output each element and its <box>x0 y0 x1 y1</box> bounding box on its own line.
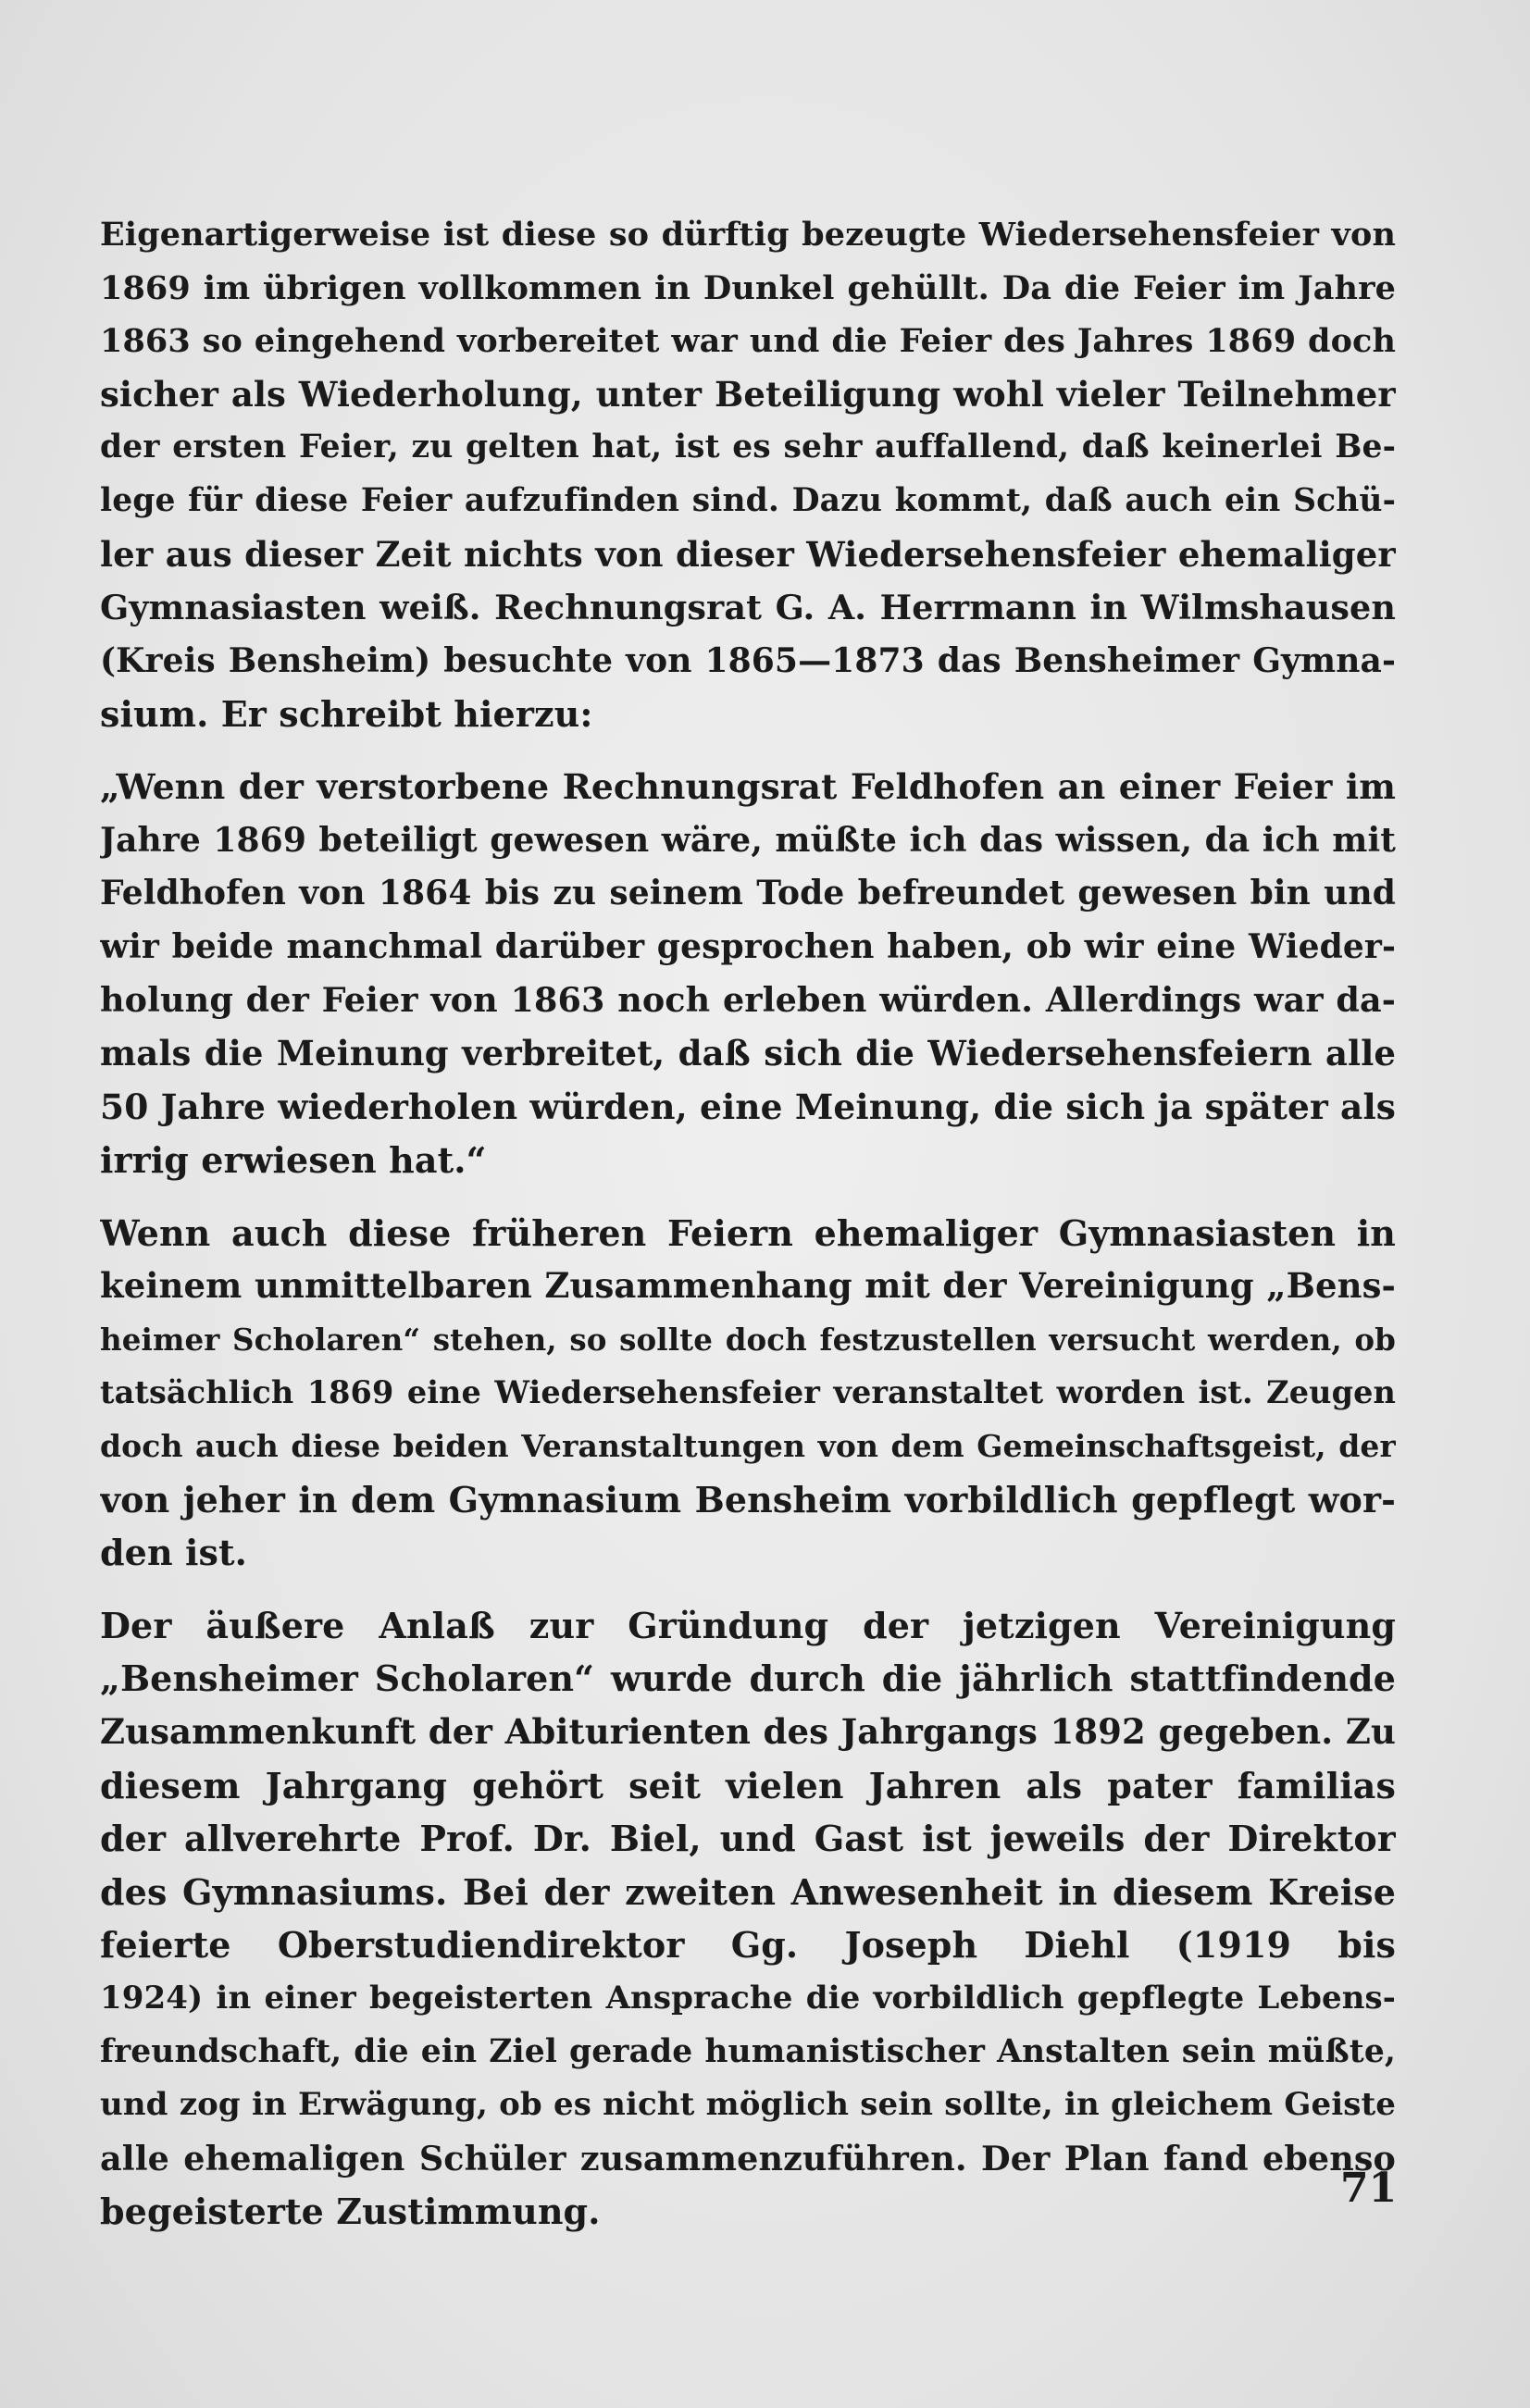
text-line: 1924) in einer begeisterten Ansprache die vorbildlich gepflegte Lebens- <box>100 1980 1396 2017</box>
text-line: (Kreis Bensheim) besuchte von 1865—1873 das Bensheimer Gymna- <box>100 640 1396 680</box>
text-line: der allverehrte Prof. Dr. Biel, und Gast ist jeweils der Direktor <box>100 1818 1396 1860</box>
text-line: wir beide manchmal darüber gesprochen haben, ob wir eine Wieder- <box>100 926 1396 966</box>
text-line: irrig erwiesen hat.“ <box>100 1139 487 1182</box>
text-line: ler aus dieser Zeit nichts von dieser Wiedersehensfeier ehemaliger <box>100 533 1396 575</box>
paragraph-3 <box>100 1207 1396 1580</box>
text-line: „Bensheimer Scholaren“ wurde durch die jährlich stattfindende <box>100 1657 1396 1700</box>
text-line: und zog in Erwägung, ob es nicht möglich sein sollte, in gleichem Geiste <box>100 2086 1396 2124</box>
text-line: lege für diese Feier aufzufinden sind. Dazu kommt, daß auch ein Schü- <box>100 481 1396 519</box>
text-line: Zusammenkunft der Abiturienten des Jahrgangs 1892 gegeben. Zu <box>100 1711 1396 1753</box>
text-line: alle ehemaligen Schüler zusammenzuführen. Der Plan fand ebenso <box>100 2138 1396 2178</box>
text-line: sium. Er schreibt hierzu: <box>100 693 593 736</box>
text-line: Jahre 1869 beteiligt gewesen wäre, müßte ich das wissen, da ich mit <box>100 820 1396 860</box>
text-line: 50 Jahre wiederholen würden, eine Meinung, die sich ja später als <box>100 1086 1396 1127</box>
text-line: holung der Feier von 1863 noch erleben würden. Allerdings war da- <box>100 980 1396 1021</box>
text-line: mals die Meinung verbreitet, daß sich die Wiedersehensfeiern alle <box>100 1032 1396 1074</box>
text-line: von jeher in dem Gymnasium Bensheim vorbildlich gepflegt wor- <box>100 1478 1396 1521</box>
text-line: Der äußere Anlaß zur Gründung der jetzigen Vereinigung <box>100 1604 1396 1646</box>
body-text <box>100 208 1396 2239</box>
page-number: 71 <box>1340 2165 1398 2212</box>
paragraph-quote <box>100 761 1396 1187</box>
text-line: feierte Oberstudiendirektor Gg. Joseph Diehl (1919 bis <box>100 1924 1396 1967</box>
text-line: Eigenartigerweise ist diese so dürftig bezeugte Wiedersehensfeier von <box>100 216 1396 254</box>
text-line: sicher als Wiederholung, unter Beteiligung wohl vieler Teilnehmer <box>100 373 1396 415</box>
text-line: diesem Jahrgang gehört seit vielen Jahren als pater familias <box>100 1764 1396 1806</box>
text-line: Feldhofen von 1864 bis zu seinem Tode befreundet gewesen bin und <box>100 874 1396 913</box>
paragraph-gap <box>100 1187 1396 1207</box>
text-line: 1863 so eingehend vorbereitet war und die Feier des Jahres 1869 doch <box>100 322 1396 361</box>
text-line: heimer Scholaren“ stehen, so sollte doch festzustellen versucht werden, ob <box>100 1321 1396 1358</box>
text-line: Gymnasiasten weiß. Rechnungsrat G. A. Herrmann in Wilmshausen <box>100 588 1396 628</box>
paragraph-4 <box>100 1599 1396 2239</box>
text-line: tatsächlich 1869 eine Wiedersehensfeier veranstaltet worden ist. Zeugen <box>100 1374 1396 1411</box>
text-line: den ist. <box>100 1532 248 1574</box>
text-line: „Wenn der verstorbene Rechnungsrat Feldhofen an einer Feier im <box>100 765 1396 807</box>
text-line: freundschaft, die ein Ziel gerade humanistischer Anstalten sein müßte, <box>100 2032 1396 2070</box>
paragraph-gap <box>100 1580 1396 1599</box>
text-line: Wenn auch diese früheren Feiern ehemaliger Gymnasiasten in <box>100 1211 1396 1254</box>
paragraph-1 <box>100 208 1396 741</box>
text-line: des Gymnasiums. Bei der zweiten Anwesenheit in diesem Kreise <box>100 1870 1396 1913</box>
text-line: begeisterte Zustimmung. <box>100 2191 601 2233</box>
paragraph-gap <box>100 741 1396 761</box>
text-line: keinem unmittelbaren Zusammenhang mit der Vereinigung „Bens- <box>100 1265 1396 1307</box>
text-line: doch auch diese beiden Veranstaltungen von dem Gemeinschaftsgeist, der <box>100 1428 1396 1465</box>
text-line: der ersten Feier, zu gelten hat, ist es sehr auffallend, daß keinerlei Be- <box>100 428 1396 466</box>
text-line: 1869 im übrigen vollkommen in Dunkel gehüllt. Da die Feier im Jahre <box>100 268 1396 307</box>
